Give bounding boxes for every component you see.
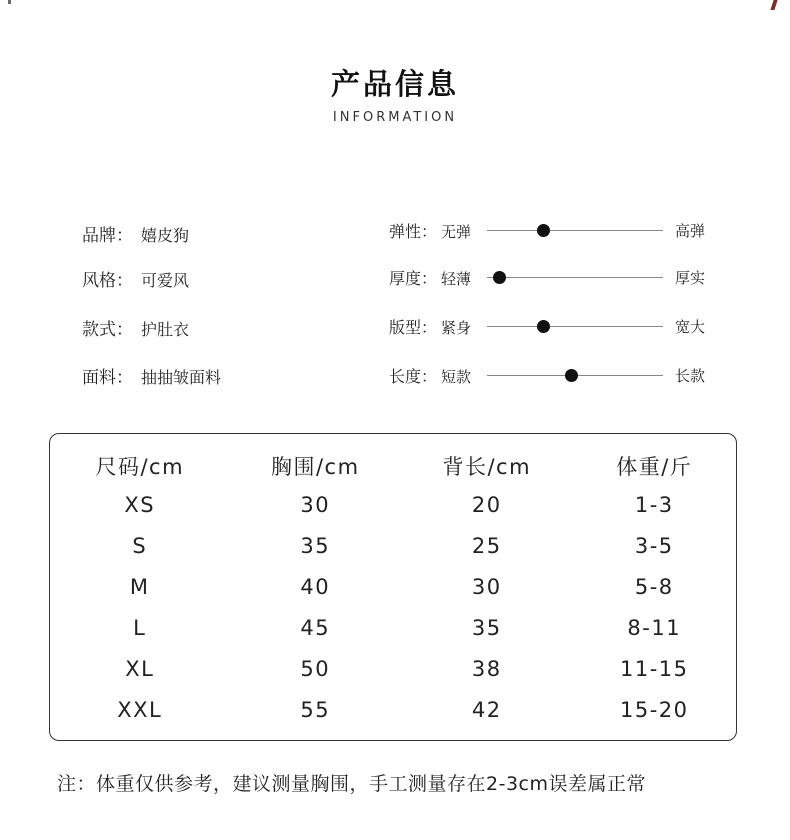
scale-low-label: 短款 (441, 368, 472, 386)
info-value: 可爱风 (141, 271, 190, 290)
scale-track (487, 326, 663, 327)
header-cell-weight: 体重/斤 (616, 455, 693, 479)
chest-cell: 50 (300, 656, 331, 681)
info-label: 风格： (82, 271, 133, 291)
scale-label: 版型： (389, 318, 438, 337)
back-length-cell: 38 (471, 656, 502, 681)
scale-high-label: 厚实 (675, 269, 706, 287)
scale-track (487, 230, 663, 231)
size-table (50, 448, 736, 730)
info-row-type (82, 315, 189, 340)
back-length-cell: 42 (471, 697, 502, 722)
scale-high-label: 宽大 (675, 318, 706, 336)
back-length-cell: 35 (471, 615, 502, 640)
info-label: 款式： (82, 320, 133, 340)
chest-cell: 30 (300, 492, 331, 517)
size-table-header-row (50, 448, 736, 484)
info-row-style (82, 266, 189, 291)
size-cell: XS (124, 492, 156, 517)
scale-indicator-dot (537, 224, 550, 237)
scale-elasticity (389, 219, 719, 243)
scale-low-label: 无弹 (441, 223, 472, 241)
table-row (50, 689, 736, 730)
corner-mark-right (770, 0, 777, 10)
header-cell-back-length: 背长/cm (442, 455, 532, 479)
table-row (50, 648, 736, 689)
chest-cell: 40 (300, 574, 331, 599)
info-row-brand (82, 221, 189, 246)
info-label: 品牌： (82, 226, 133, 246)
header-cell-chest: 胸围/cm (270, 455, 360, 479)
weight-cell: 1-3 (634, 492, 674, 517)
scale-high-label: 高弹 (675, 222, 706, 240)
table-row (50, 566, 736, 607)
header-cell-size: 尺码/cm (95, 455, 185, 479)
scale-indicator-dot (565, 369, 578, 382)
scale-low-label: 轻薄 (441, 270, 472, 288)
scale-label: 弹性： (389, 222, 438, 241)
scale-label: 长度： (389, 367, 438, 386)
info-value: 护肚衣 (141, 320, 190, 339)
info-value: 抽抽皱面料 (141, 368, 222, 387)
size-cell: M (129, 574, 150, 599)
scale-track (487, 375, 663, 376)
size-chart-box (49, 433, 737, 741)
scale-length (389, 364, 719, 388)
scale-indicator-dot (537, 320, 550, 333)
info-value: 嬉皮狗 (141, 226, 190, 245)
chest-cell: 55 (300, 697, 331, 722)
table-row (50, 607, 736, 648)
chest-cell: 35 (300, 533, 331, 558)
corner-mark-left (8, 0, 11, 4)
info-label: 面料： (82, 368, 133, 388)
scale-indicator-dot (493, 271, 506, 284)
table-row (50, 525, 736, 566)
page-subtitle: INFORMATION (332, 110, 458, 125)
size-cell: XL (125, 656, 155, 681)
measurement-note: 注：体重仅供参考，建议测量胸围，手工测量存在2-3cm误差属正常 (57, 773, 646, 795)
scale-label: 厚度： (389, 269, 438, 288)
scale-track (487, 277, 663, 278)
weight-cell: 15-20 (619, 697, 689, 722)
scale-fit (389, 315, 719, 339)
weight-cell: 3-5 (634, 533, 674, 558)
weight-cell: 8-11 (627, 615, 682, 640)
page-title: 产品信息 (330, 67, 459, 101)
back-length-cell: 30 (471, 574, 502, 599)
table-row (50, 484, 736, 525)
back-length-cell: 20 (471, 492, 502, 517)
scale-thickness (389, 266, 719, 290)
back-length-cell: 25 (471, 533, 502, 558)
size-cell: L (133, 615, 147, 640)
info-row-fabric (82, 363, 221, 388)
scale-high-label: 长款 (675, 367, 706, 385)
chest-cell: 45 (300, 615, 331, 640)
weight-cell: 11-15 (619, 656, 689, 681)
weight-cell: 5-8 (634, 574, 674, 599)
size-cell: XXL (117, 697, 163, 722)
scale-low-label: 紧身 (441, 319, 472, 337)
size-cell: S (132, 533, 148, 558)
